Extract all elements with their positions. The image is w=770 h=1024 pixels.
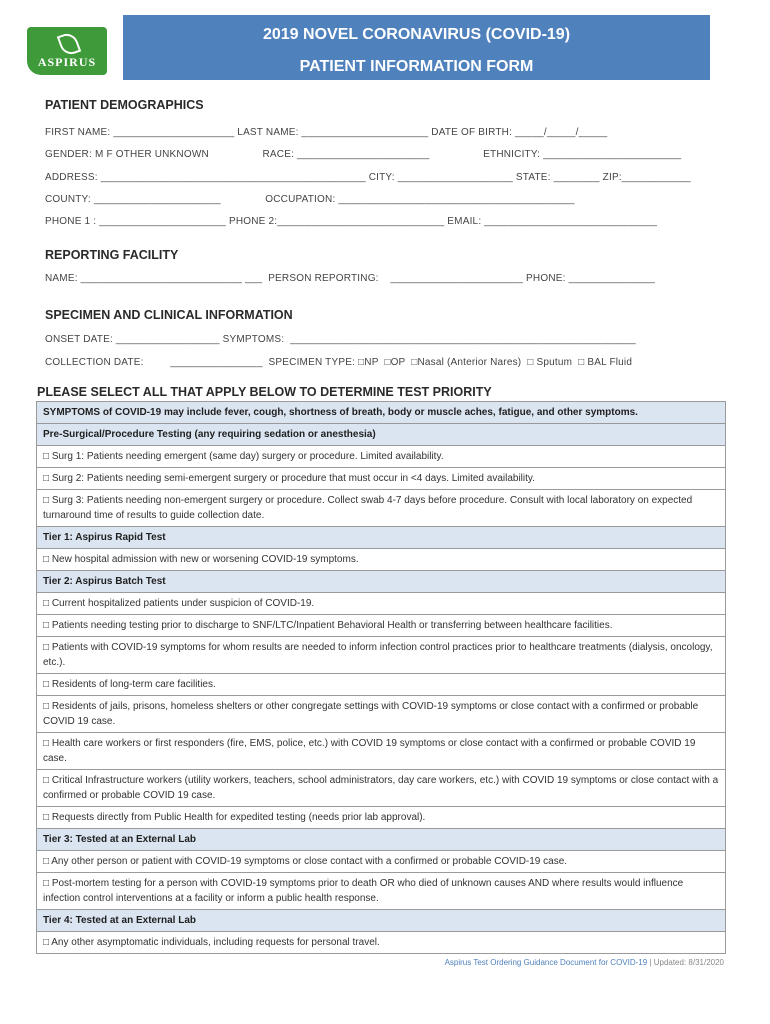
form-title-banner — [123, 15, 710, 80]
name-dob-row[interactable]: FIRST NAME: _____________________ LAST NAME: ______________________ DATE OF BIRTH: _____/_____/_____ — [45, 127, 608, 138]
section-header-text: Pre-Surgical/Procedure Testing (any requiring sedation or anesthesia) — [37, 424, 726, 446]
priority-checkbox-row[interactable] — [37, 873, 726, 910]
priority-checkbox-row[interactable] — [37, 932, 726, 954]
demographics-heading: PATIENT DEMOGRAPHICS — [45, 98, 204, 112]
form-title-line2: PATIENT INFORMATION FORM — [299, 58, 534, 75]
priority-table — [36, 401, 726, 954]
priority-checkbox-row[interactable] — [37, 615, 726, 637]
priority-checkbox-row[interactable] — [37, 807, 726, 829]
priority-checkbox-row[interactable] — [37, 446, 726, 468]
checkbox-item-text: □ Any other person or patient with COVID-19 symptoms or close contact with a confirmed or probable COVID-19 case. — [37, 851, 726, 873]
checkbox-item-text: □ Patients needing testing prior to discharge to SNF/LTC/Inpatient Behavioral Health or transferring between healthcare facilities. — [37, 615, 726, 637]
priority-checkbox-row[interactable] — [37, 770, 726, 807]
priority-section-header — [37, 910, 726, 932]
priority-checkbox-row[interactable] — [37, 733, 726, 770]
form-title-line1: 2019 NOVEL CORONAVIRUS (COVID-19) — [262, 26, 571, 43]
onset-symptoms-row[interactable]: ONSET DATE: __________________ SYMPTOMS: ____________________________________________________________ — [45, 334, 636, 345]
checkbox-item-text: □ Any other asymptomatic individuals, including requests for personal travel. — [37, 932, 726, 954]
section-header-text: Tier 1: Aspirus Rapid Test — [37, 527, 726, 549]
checkbox-item-text: □ Post-mortem testing for a person with COVID-19 symptoms prior to death OR who died of unknown causes AND where results would influence infection control interventions at a facility or inform a public health response. — [37, 873, 726, 910]
priority-section-header — [37, 527, 726, 549]
aspirus-logo — [27, 27, 107, 75]
leaf-icon — [57, 31, 81, 58]
priority-heading: PLEASE SELECT ALL THAT APPLY BELOW TO DETERMINE TEST PRIORITY — [37, 385, 492, 399]
section-header-text: SYMPTOMS of COVID-19 may include fever, cough, shortness of breath, body or muscle aches, fatigue, and other symptoms. — [37, 402, 726, 424]
checkbox-item-text: □ Patients with COVID-19 symptoms for whom results are needed to inform infection control practices prior to healthcare treatments (dialysis, oncology, etc.). — [37, 637, 726, 674]
checkbox-item-text: □ Residents of jails, prisons, homeless shelters or other congregate settings with COVID-19 symptoms or close contact with a confirmed or probable COVID 19 case. — [37, 696, 726, 733]
footer-updated: | Updated: 8/31/2020 — [647, 958, 724, 967]
priority-section-header — [37, 829, 726, 851]
priority-checkbox-row[interactable] — [37, 674, 726, 696]
section-header-text: Tier 3: Tested at an External Lab — [37, 829, 726, 851]
logo-text: ASPIRUS — [37, 55, 97, 69]
priority-checkbox-row[interactable] — [37, 696, 726, 733]
priority-checkbox-row[interactable] — [37, 593, 726, 615]
priority-section-header — [37, 402, 726, 424]
address-row[interactable]: ADDRESS: ______________________________________________ CITY: ____________________ STATE: ________ ZIP:____________ — [45, 172, 691, 183]
priority-checkbox-row[interactable] — [37, 637, 726, 674]
priority-checkbox-row[interactable] — [37, 549, 726, 571]
priority-checkbox-row[interactable] — [37, 851, 726, 873]
county-occupation-row[interactable]: COUNTY: ______________________ OCCUPATION: _________________________________________ — [45, 194, 575, 205]
priority-checkbox-row[interactable] — [37, 468, 726, 490]
checkbox-item-text: □ Current hospitalized patients under suspicion of COVID-19. — [37, 593, 726, 615]
checkbox-item-text: □ Residents of long-term care facilities. — [37, 674, 726, 696]
footer-doc-title: Aspirus Test Ordering Guidance Document for COVID-19 — [444, 958, 648, 967]
priority-section-header — [37, 424, 726, 446]
specimen-heading: SPECIMEN AND CLINICAL INFORMATION — [45, 308, 293, 322]
facility-row[interactable]: NAME: ____________________________ ___ PERSON REPORTING: _______________________ PHONE: _______________ — [45, 273, 655, 284]
collection-specimen-row[interactable]: COLLECTION DATE: ________________ SPECIMEN TYPE: □NP □OP □Nasal (Anterior Nares) □ Sputum □ BAL Fluid — [45, 357, 633, 368]
facility-heading: REPORTING FACILITY — [45, 248, 179, 262]
checkbox-item-text: □ Critical Infrastructure workers (utility workers, teachers, school administrators, day care workers, etc.) with COVID 19 symptoms or close contact with a confirmed or probable COVID 19 case. — [37, 770, 726, 807]
footer — [445, 958, 724, 967]
priority-section-header — [37, 571, 726, 593]
phone-email-row[interactable]: PHONE 1 : ______________________ PHONE 2:_____________________________ EMAIL: ______________________________ — [45, 216, 658, 227]
checkbox-item-text: □ Health care workers or first responders (fire, EMS, police, etc.) with COVID 19 symptoms or close contact with a confirmed or probable COVID 19 case. — [37, 733, 726, 770]
section-header-text: Tier 2: Aspirus Batch Test — [37, 571, 726, 593]
checkbox-item-text: □ Requests directly from Public Health for expedited testing (needs prior lab approval). — [37, 807, 726, 829]
checkbox-item-text: □ Surg 1: Patients needing emergent (same day) surgery or procedure. Limited availability. — [37, 446, 726, 468]
section-header-text: Tier 4: Tested at an External Lab — [37, 910, 726, 932]
checkbox-item-text: □ Surg 3: Patients needing non-emergent surgery or procedure. Collect swab 4-7 days before procedure. Consult with local laboratory on expected turnaround time of results to guide collection date. — [37, 490, 726, 527]
gender-race-row[interactable]: GENDER: M F OTHER UNKNOWN RACE: _______________________ ETHNICITY: ________________________ — [45, 149, 682, 160]
priority-checkbox-row[interactable] — [37, 490, 726, 527]
checkbox-item-text: □ Surg 2: Patients needing semi-emergent surgery or procedure that must occur in <4 days. Limited availability. — [37, 468, 726, 490]
checkbox-item-text: □ New hospital admission with new or worsening COVID-19 symptoms. — [37, 549, 726, 571]
